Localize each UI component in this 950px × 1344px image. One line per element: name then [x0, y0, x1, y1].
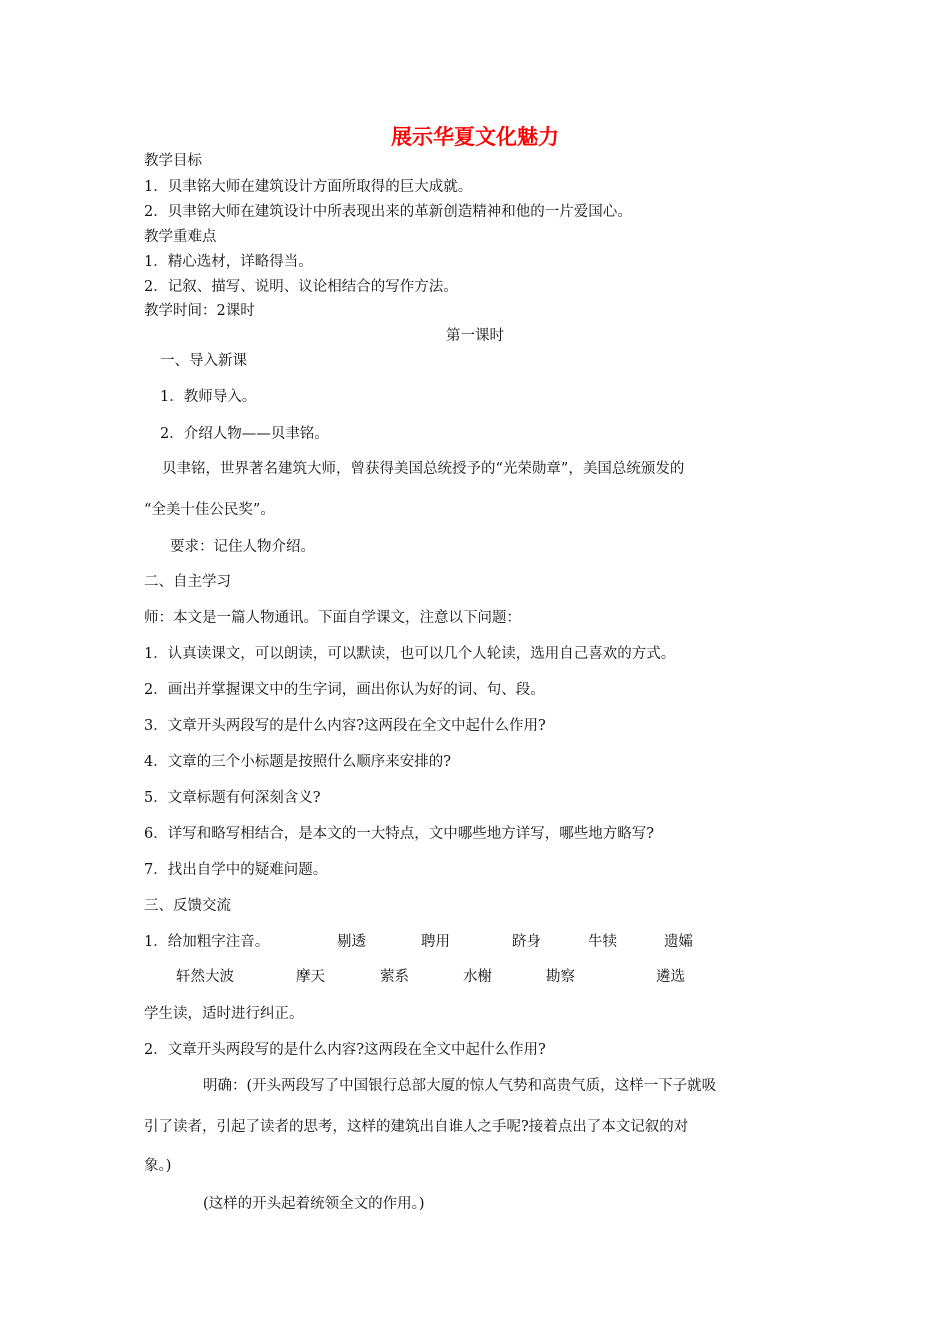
self-study-question-3: 3．文章开头两段写的是什么内容?这两段在全文中起什么作用?	[144, 718, 546, 734]
intro-item-1: 1．教师导入。	[160, 389, 257, 405]
goals-item-1: 1．贝聿铭大师在建筑设计方面所取得的巨大成就。	[144, 179, 473, 195]
feedback-answer-note: (这样的开头起着统领全文的作用。)	[203, 1196, 425, 1212]
vocab-word: 跻身	[512, 934, 541, 950]
self-study-question-2: 2．画出并掌握课文中的生字词，画出你认为好的词、句、段。	[144, 682, 545, 698]
vocab-word: 牛犊	[588, 934, 617, 950]
vocab-word: 水榭	[463, 969, 492, 985]
feedback-answer-line-2: 引了读者，引起了读者的思考，这样的建筑出自谁人之手呢?接着点出了本文记叙的对	[144, 1119, 689, 1135]
vocab-word: 聘用	[421, 934, 450, 950]
self-study-lead: 师：本文是一篇人物通讯。下面自学课文，注意以下问题：	[144, 610, 521, 626]
vocab-word: 勘察	[546, 969, 575, 985]
self-study-question-4: 4．文章的三个小标题是按照什么顺序来安排的?	[144, 754, 451, 770]
feedback-item-1-label: 1．给加粗字注音。	[144, 934, 270, 950]
self-study-question-7: 7．找出自学中的疑难问题。	[144, 862, 328, 878]
intro-item-2: 2．介绍人物——贝聿铭。	[160, 426, 329, 442]
keypoints-heading: 教学重难点	[144, 229, 217, 245]
keypoints-item-2: 2．记叙、描写、说明、议论相结合的写作方法。	[144, 279, 458, 295]
vocab-word: 摩天	[296, 969, 325, 985]
lesson-heading: 第一课时	[446, 328, 504, 344]
intro-requirement: 要求：记住人物介绍。	[170, 539, 315, 555]
teaching-time: 教学时间：2课时	[144, 303, 255, 319]
feedback-student-read: 学生读，适时进行纠正。	[144, 1006, 304, 1022]
page-title: 展示华夏文化魅力	[391, 125, 559, 149]
vocab-word: 遗孀	[664, 934, 693, 950]
self-study-heading: 二、自主学习	[144, 574, 231, 590]
intro-paragraph-line-1: 贝聿铭，世界著名建筑大师，曾获得美国总统授予的“光荣勋章”，美国总统颁发的	[162, 461, 685, 477]
keypoints-item-1: 1．精心选材，详略得当。	[144, 254, 313, 270]
self-study-question-1: 1．认真读课文，可以朗读，可以默读，也可以几个人轮读，选用自己喜欢的方式。	[144, 646, 676, 662]
feedback-item-2: 2．文章开头两段写的是什么内容?这两段在全文中起什么作用?	[144, 1042, 546, 1058]
vocab-word: 剔透	[337, 934, 366, 950]
self-study-question-5: 5．文章标题有何深刻含义?	[144, 790, 321, 806]
intro-paragraph-line-2: “全美十佳公民奖”。	[144, 502, 275, 518]
feedback-answer-line-1: 明确：(开头两段写了中国银行总部大厦的惊人气势和高贵气质，这样一下子就吸	[203, 1078, 717, 1094]
intro-heading: 一、导入新课	[160, 353, 247, 369]
feedback-answer-line-3: 象。)	[144, 1158, 172, 1174]
vocab-word: 轩然大波	[176, 969, 234, 985]
vocab-word: 遴选	[656, 969, 685, 985]
vocab-word: 萦系	[380, 969, 409, 985]
goals-item-2: 2．贝聿铭大师在建筑设计中所表现出来的革新创造精神和他的一片爱国心。	[144, 204, 632, 220]
goals-heading: 教学目标	[144, 153, 202, 169]
feedback-heading: 三、反馈交流	[144, 898, 231, 914]
self-study-question-6: 6．详写和略写相结合，是本文的一大特点，文中哪些地方详写，哪些地方略写?	[144, 826, 654, 842]
